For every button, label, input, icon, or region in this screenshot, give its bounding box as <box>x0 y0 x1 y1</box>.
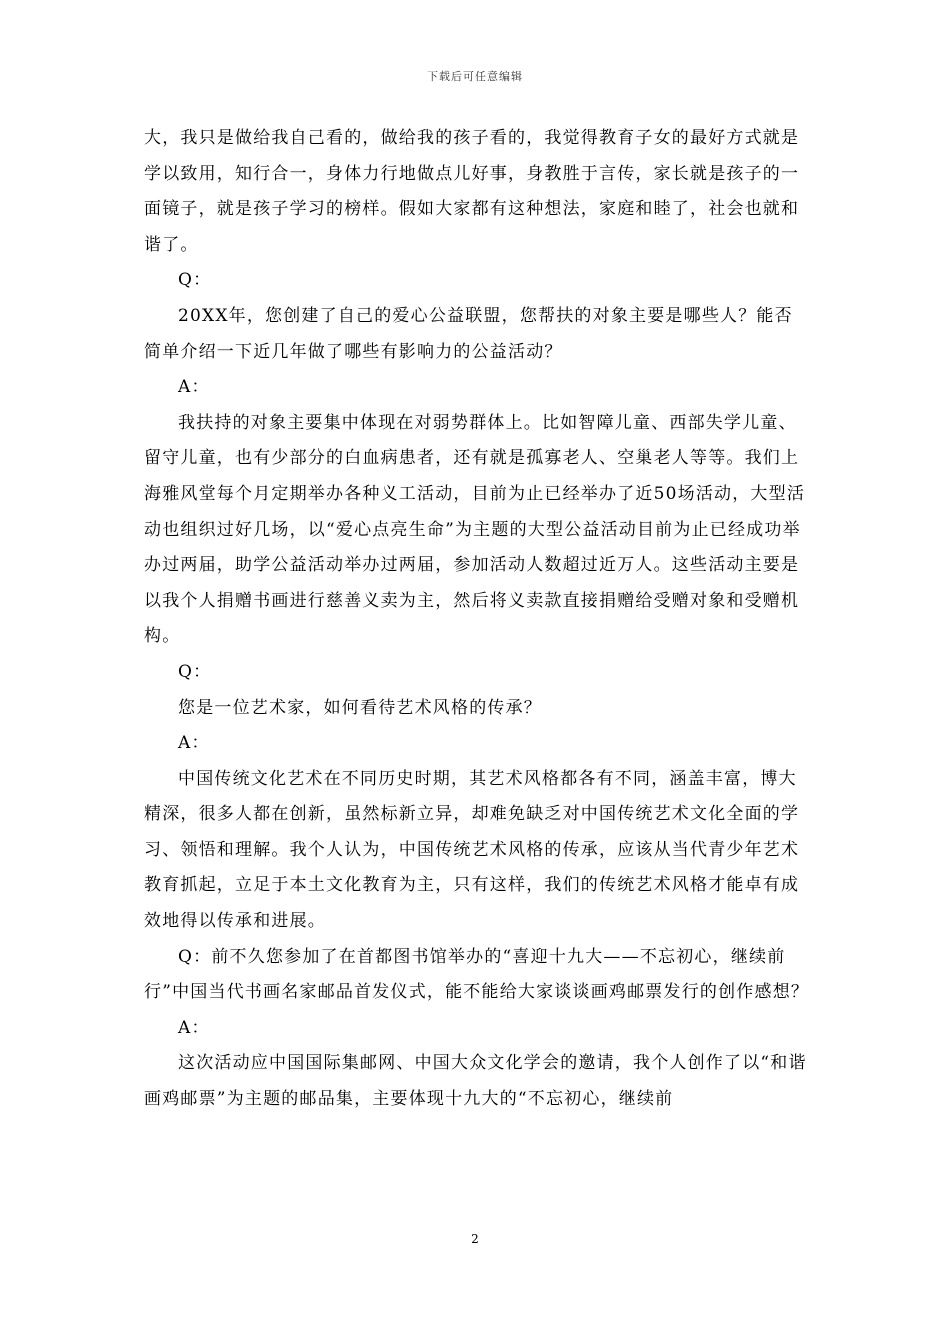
paragraph-question: Q：前不久您参加了在首都图书馆举办的“喜迎十九大——不忘初心，继续前行”中国当代书画名家邮品首发仪式，能不能给大家谈谈画鸡邮票发行的创作感想？ <box>144 946 810 1003</box>
paragraph-question-label: Q： <box>178 661 212 682</box>
page-number: 2 <box>471 1232 479 1246</box>
paragraph-answer-label: A： <box>178 733 210 754</box>
paragraph: 大，我只是做给我自己看的，做给我的孩子看的，我觉得教育子女的最好方式就是学以致用，知行合一，身体力行地做点儿好事，身教胜于言传，家长就是孩子的一面镜子，就是孩子学习的榜样。假如大家都有这种想法，家庭和睦了，社会也就和谐了。 <box>144 128 800 255</box>
paragraph-answer-label: A： <box>178 1017 210 1038</box>
document-body <box>144 121 810 1118</box>
paragraph-answer: 中国传统文化艺术在不同历史时期，其艺术风格都各有不同，涵盖丰富，博大精深，很多人都在创新，虽然标新立异，却难免缺乏对中国传统艺术文化全面的学习、领悟和理解。我个人认为，中国传统艺术风格的传承，应该从当代青少年艺术教育抓起，立足于本土文化教育为主，只有这样，我们的传统艺术风格才能卓有成效地得以传承和进展。 <box>144 768 800 932</box>
paragraph-question: 您是一位艺术家，如何看待艺术风格的传承？ <box>178 697 542 718</box>
paragraph-question: 20XX年，您创建了自己的爱心公益联盟，您帮扶的对象主要是哪些人？能否简单介绍一下近几年做了哪些有影响力的公益活动？ <box>144 305 793 362</box>
paragraph-question-label: Q： <box>178 270 212 291</box>
paragraph-answer: 我扶持的对象主要集中体现在对弱势群体上。比如智障儿童、西部失学儿童、留守儿童，也有少部分的白血病患者，还有就是孤寡老人、空巢老人等等。我们上海雅风堂每个月定期举办各种义工活动，目前为止已经举办了近50场活动，大型活动也组织过好几场，以“爱心点亮生命”为主题的大型公益活动目前为止已经成功举办过两届，助学公益活动举办过两届，参加活动人数超过近万人。这些活动主要是以我个人捐赠书画进行慈善义卖为主，然后将义卖款直接捐赠给受赠对象和受赠机构。 <box>144 412 806 647</box>
paragraph-answer: 这次活动应中国国际集邮网、中国大众文化学会的邀请，我个人创作了以“和谐画鸡邮票”为主题的邮品集，主要体现十九大的“不忘初心，继续前 <box>144 1053 807 1110</box>
page-header: 下载后可任意编辑 <box>427 70 523 83</box>
paragraph-answer-label: A： <box>178 377 210 398</box>
